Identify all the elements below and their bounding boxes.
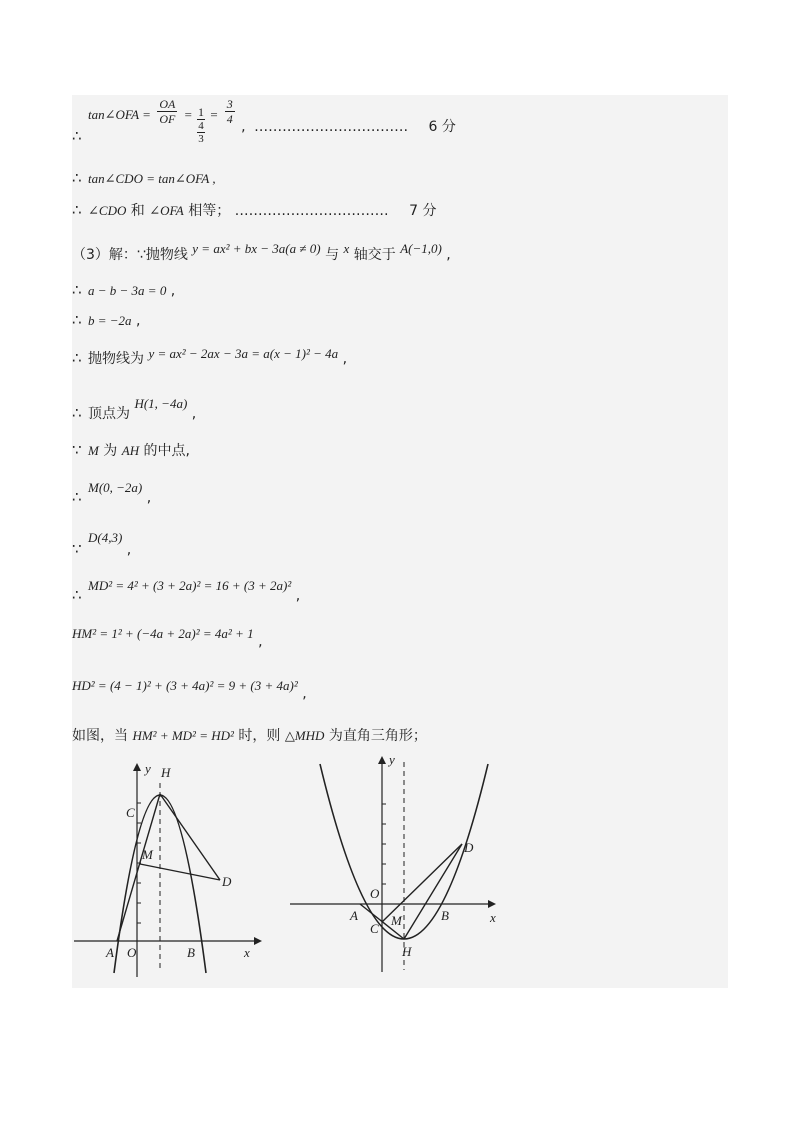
label-m: M [142,847,153,862]
fraction-three-quarters [225,97,235,126]
equals-sign: = [209,107,219,122]
label-c: C [370,921,379,936]
line-m-coords [72,479,151,507]
equals-sign: = [183,107,193,122]
comma: , [302,686,307,702]
math-parabola: y = ax² + bx − 3a(a ≠ 0) [192,241,321,256]
text-right-triangle: 为直角三角形； [328,728,427,744]
fraction-denominator: 4 [226,112,233,126]
label-a: A [350,908,358,923]
text-midpoint: 的中点, [143,443,190,459]
label-d: D [464,840,474,855]
line-b-value [72,311,140,330]
label-o: O [370,886,380,901]
segment-md [140,864,220,880]
text-vertex-is: 顶点为 [88,406,130,422]
comma: , [136,313,141,329]
therefore-symbol: ∴ [72,311,82,329]
text-equal: 相等； [188,203,231,219]
line-hd-squared [72,677,307,703]
therefore-symbol: ∴ [72,349,82,367]
complex-fraction [197,105,205,145]
text-then: 时，则 [238,728,281,744]
x-axis-arrow [254,937,262,945]
comma: , [241,119,246,135]
segment-ah [117,794,160,941]
therefore-symbol: ∴ [72,201,82,219]
therefore-symbol: ∴ [72,127,82,145]
line-parabola-form [72,345,347,368]
label-y: y [389,752,395,767]
text-with: 与 [325,247,340,263]
label-y: y [145,761,151,776]
label-h: H [161,765,171,780]
math-angle-ofa: ∠OFA [149,203,184,218]
tick-marks [382,804,386,884]
comma: , [146,490,152,506]
fraction-oa-of [157,97,177,126]
label-o: O [127,945,137,960]
line-right-triangle-case [72,727,427,745]
math-equation: HM² + MD² = HD² [132,728,234,743]
inner-fraction [197,120,205,145]
label-x: x [244,945,250,960]
therefore-symbol: ∴ [72,169,82,187]
line-d-coords [72,529,131,559]
math-equation: HM² = 1² + (−4a + 2a)² = 4a² + 1 [72,626,254,641]
comma: , [342,351,348,367]
line-md-squared [72,577,300,605]
figure-right [286,750,526,982]
therefore-symbol: ∴ [72,281,82,299]
y-axis-arrow [378,756,386,764]
math-point-h: H(1, −4a) [134,396,188,411]
label-x: x [490,910,496,925]
therefore-symbol: ∴ [72,586,82,604]
math-tan-ofa: tan∠OFA = [88,107,151,122]
comma: , [446,247,451,263]
fraction-numerator: 1 [198,104,205,119]
because-symbol: ∵ [72,540,82,558]
label-b: B [441,908,449,923]
inner-numerator: 4 [198,119,204,132]
label-b: B [187,945,195,960]
math-point-d: D(4,3) [88,530,123,545]
math-point-a: A(−1,0) [400,241,442,256]
therefore-symbol: ∴ [72,404,82,422]
math-equation: HD² = (4 − 1)² + (3 + 4a)² = 9 + (3 + 4a)² [72,678,298,693]
math-angle-cdo: ∠CDO [88,203,127,218]
math-equation: y = ax² − 2ax − 3a = a(x − 1)² − 4a [148,346,339,361]
math-ah: AH [121,443,140,458]
comma: , [170,283,176,299]
comma: , [295,588,301,604]
fraction-numerator: 3 [226,97,233,111]
math-equation: MD² = 4² + (3 + 2a)² = 16 + (3 + 2a)² [88,578,292,593]
label-a: A [106,945,114,960]
math-equation: b = −2a [88,313,132,328]
math-m: M [88,443,99,458]
text-as-shown: 如图，当 [72,728,128,744]
because-symbol: ∵ [72,441,82,459]
y-axis-arrow [133,763,141,771]
score-label: 6 分 [428,119,456,135]
label-d: D [222,874,232,889]
text-parabola-is: 抛物线为 [88,351,144,367]
x-axis-arrow [488,900,496,908]
line-substitute [72,281,175,300]
line-hm-squared [72,625,263,651]
therefore-symbol: ∴ [72,488,82,506]
line-tan-equality [72,169,216,188]
score-label: 7 分 [409,203,437,219]
text-is: 为 [103,443,118,459]
text-axis-meets: 轴交于 [353,247,396,263]
solution-sheet [72,95,728,988]
line-vertex [72,395,196,423]
line-midpoint [72,441,190,460]
comma: , [258,634,263,650]
comma: , [126,542,132,558]
fraction-denominator [197,120,205,145]
math-x-axis: x [343,241,350,256]
label-m: M [391,913,402,928]
fraction-numerator: OA [159,97,176,111]
line-angles-equal [72,201,436,220]
math-triangle: △MHD [284,728,325,743]
score-dots: …………………………… [234,203,389,219]
math-equation: a − b − 3a = 0 [88,283,167,298]
text-and: 和 [130,203,145,219]
math-tan-cdo-eq: tan∠CDO = tan∠OFA , [88,171,216,186]
line-part3-intro [72,240,451,264]
comma: , [191,406,197,422]
score-dots: …………………………… [254,119,409,135]
label-h: H [402,944,412,959]
fraction-denominator: OF [159,112,176,126]
inner-denominator: 3 [198,132,204,145]
math-point-m: M(0, −2a) [88,480,143,495]
label-c: C [126,805,135,820]
line-tan-ofa-value [72,97,456,145]
text-part3-label: （3）解：∵抛物线 [72,247,188,263]
figure-left [72,755,272,983]
